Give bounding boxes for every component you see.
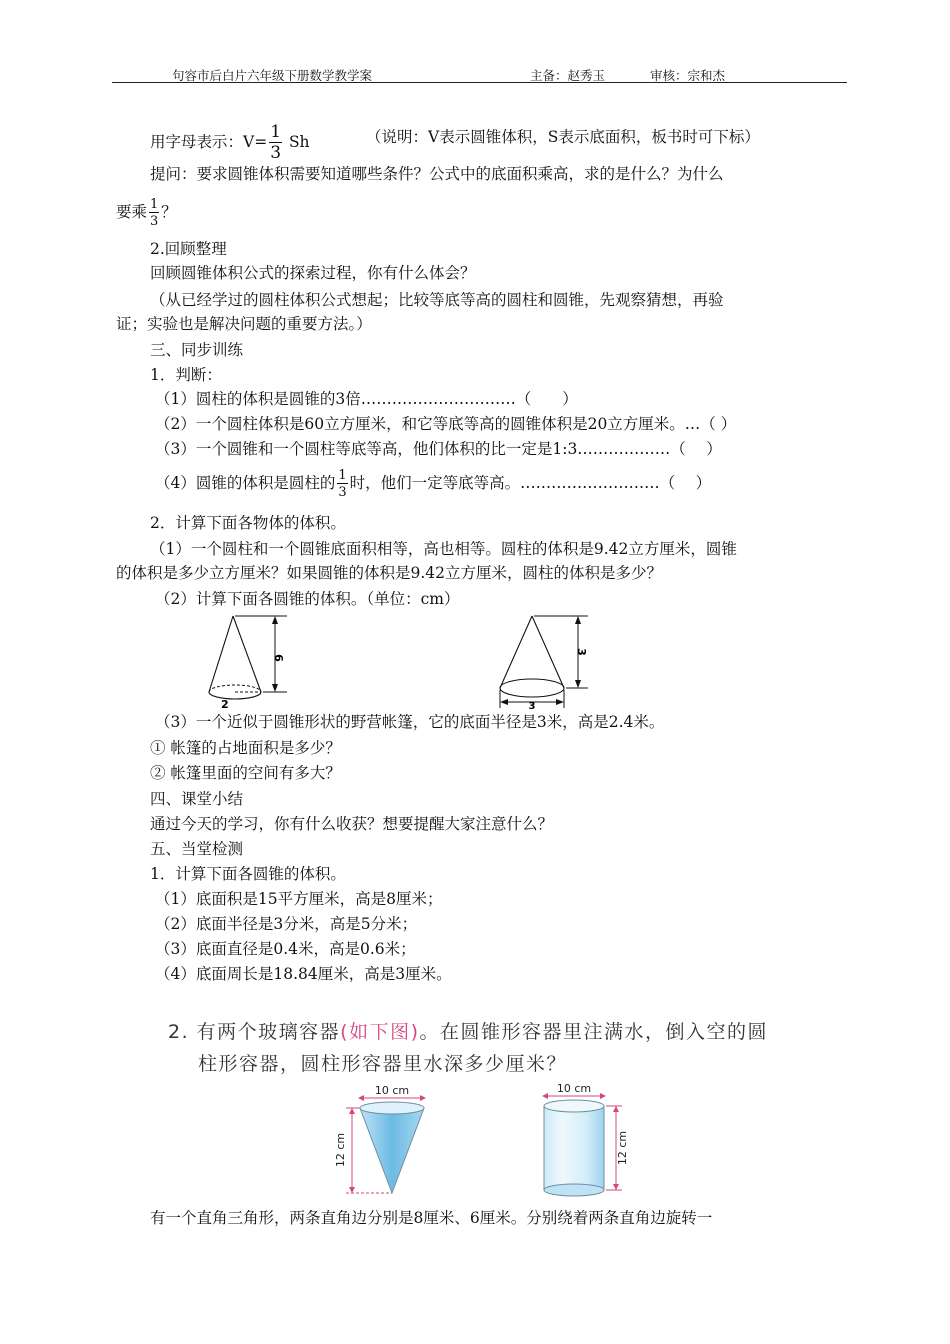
question-line-1: 提问：要求圆锥体积需要知道哪些条件？公式中的底面积乘高，求的是什么？为什么: [150, 165, 724, 183]
test-1-item-1: （1）底面积是15平方厘米，高是8厘米；: [155, 890, 443, 908]
formula-sh: Sh: [284, 133, 310, 151]
section-5-title: 五、当堂检测: [150, 840, 244, 858]
test-1-item-4: （4）底面周长是18.84厘米，高是3厘米。: [155, 965, 452, 983]
calc-1-line-1: （1）一个圆柱和一个圆锥底面积相等，高也相等。圆柱的体积是9.42立方厘米，圆锥: [150, 540, 737, 558]
review-question: 回顾圆锥体积公式的探索过程，你有什么体会？: [150, 264, 476, 282]
problem-2-line-1: 2. 有两个玻璃容器(如下图)。在圆锥形容器里注满水，倒入空的圆: [168, 1021, 769, 1043]
cone-a-height-label: 6: [272, 654, 285, 662]
judge-item-3: （3）一个圆锥和一个圆柱等底等高，他们体积的比一定是1:3………………（ ）: [155, 440, 722, 458]
cone-diagram-b: [490, 612, 600, 710]
cone-top-label: 10 cm: [374, 1084, 410, 1097]
last-problem-line: 有一个直角三角形，两条直角边分别是8厘米、6厘米。分别绕着两条直角边旋转一: [150, 1209, 713, 1227]
fraction-one-third: $\frac{1}{3}$: [338, 468, 347, 500]
calc-3: （3）一个近似于圆锥形状的野营帐篷，它的底面半径是3米，高是2.4米。: [155, 713, 665, 731]
cylinder-side-label: 12 cm: [616, 1130, 629, 1166]
cone-b-diameter-label: 3: [528, 701, 536, 710]
section-4-title: 四、课堂小结: [150, 790, 244, 808]
cone-diagram-a: [195, 612, 305, 710]
problem-2-see-figure: (如下图): [340, 1021, 420, 1043]
header-title: 句容市后白片六年级下册数学教学案: [172, 68, 373, 83]
formula-label: 用字母表示：V=: [150, 133, 268, 151]
formula-line: [150, 124, 310, 162]
calc-title: 2．计算下面各物体的体积。: [150, 514, 346, 532]
judge-title: 1．判断：: [150, 366, 222, 384]
cylinder-top-label: 10 cm: [556, 1082, 592, 1095]
judge-item-4: （4）圆锥的体积是圆柱的 $\frac{1}{3}$ 时，他们一定等底等高。………………………（ ）: [155, 468, 712, 500]
glass-cylinder-diagram: [530, 1078, 640, 1200]
calc-3-q1: ① 帐篷的占地面积是多少？: [150, 739, 341, 757]
page-header: [112, 66, 847, 83]
calc-3-q2: ② 帐篷里面的空间有多大？: [150, 764, 341, 782]
cone-side-label: 12 cm: [334, 1132, 347, 1168]
question-line-2: 要乘 $\frac{1}{3}$ ？: [116, 197, 177, 229]
calc-1-line-2: 的体积是多少立方厘米？如果圆锥的体积是9.42立方厘米，圆柱的体积是多少？: [116, 564, 663, 582]
calc-2: （2）计算下面各圆锥的体积。（单位：cm）: [155, 590, 460, 608]
cone-b-height-label: 3: [575, 648, 588, 656]
fraction-one-third: $\frac{1}{3}$: [270, 122, 282, 163]
glass-cone-diagram: [330, 1080, 450, 1198]
fraction-one-third: $\frac{1}{3}$: [150, 197, 159, 229]
problem-2-line-2: 柱形容器，圆柱形容器里水深多少厘米？: [198, 1053, 568, 1075]
section-review: 2.回顾整理: [150, 240, 227, 258]
review-answer-1: （从已经学过的圆柱体积公式想起；比较等底等高的圆柱和圆锥，先观察猜想，再验: [150, 291, 724, 309]
test-1-item-2: （2）底面半径是3分米，高是5分米；: [155, 915, 418, 933]
test-1-title: 1．计算下面各圆锥的体积。: [150, 865, 346, 883]
judge-item-2: （2）一个圆柱体积是60立方厘米，和它等底等高的圆锥体积是20立方厘米。…（ ）: [155, 415, 737, 433]
formula-note: （说明：V表示圆锥体积，S表示底面积，板书时可下标）: [366, 128, 760, 146]
summary-question: 通过今天的学习，你有什么收获？想要提醒大家注意什么？: [150, 815, 554, 833]
header-reviewer: 审核：宗和杰: [650, 68, 726, 83]
judge-item-1: （1）圆柱的体积是圆锥的3倍…………………………（ ）: [155, 390, 578, 408]
review-answer-2: 证；实验也是解决问题的重要方法。）: [116, 315, 372, 333]
cone-a-radius-label: 2: [221, 698, 229, 710]
test-1-item-3: （3）底面直径是0.4米，高是0.6米；: [155, 940, 416, 958]
section-3-title: 三、同步训练: [150, 341, 244, 359]
header-preparer: 主备：赵秀玉: [530, 68, 606, 83]
